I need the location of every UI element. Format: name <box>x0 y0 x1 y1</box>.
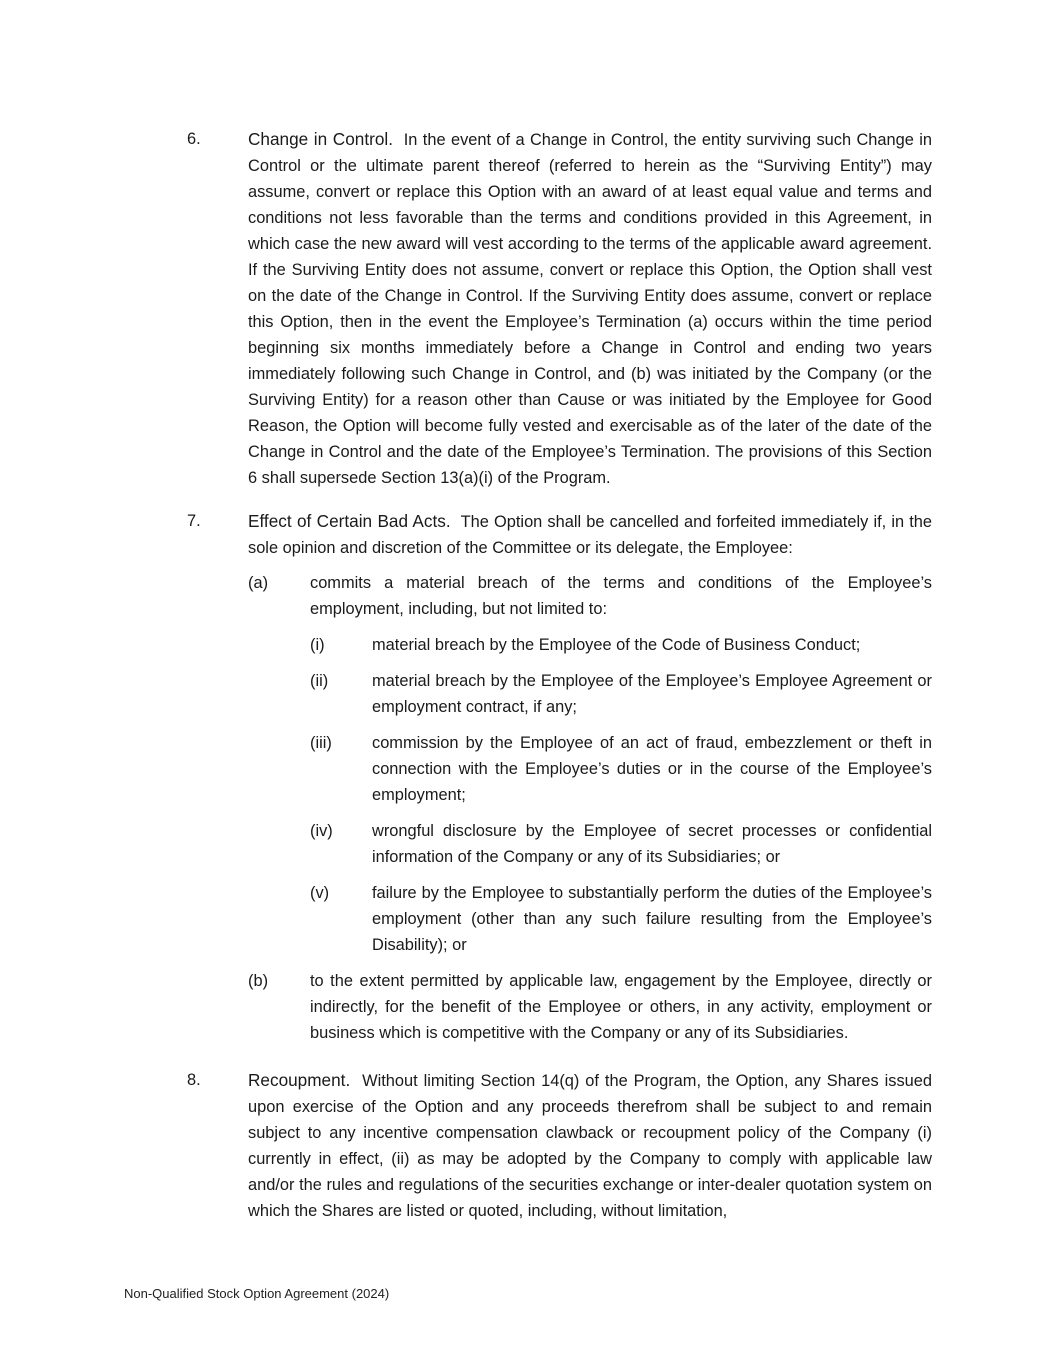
list-item-text: to the extent permitted by applicable law, engagement by the Employee, directly or indirectly, for the benefit of the Employee or others, in any activity, employment or business which is competitive with the Company or any of its Subsidiaries. <box>310 972 932 1042</box>
section-text: In the event of a Change in Control, the entity surviving such Change in Control or the ultimate parent thereof (referred to herein as the “Surviving Entity”) may assume, convert or replace this Option with an award of at least equal value and terms and conditions not less favorable than the terms and conditions provided in this Agreement, in which case the new award will vest according to the terms of the applicable award agreement. If the Surviving Entity does not assume, convert or replace this Option, the Option shall vest on the date of the Change in Control. If the Surviving Entity does assume, convert or replace this Option, then in the event the Employee’s Termination (a) occurs within the time period beginning six months immediately before a Change in Control and ending two years immediately following such Change in Control, and (b) was initiated by the Company (or the Surviving Entity) for a reason other than Cause or was initiated by the Employee for Good Reason, the Option will become fully vested and exercisable as of the later of the date of the Change in Control and the date of the Employee’s Termination. The provisions of this Section 6 shall supersede Section 13(a)(i) of the Program. <box>248 131 932 487</box>
list-subitem-iii <box>310 730 932 808</box>
section-number: 7. <box>187 512 201 530</box>
list-subitem-text: failure by the Employee to substantially perform the duties of the Employee’s employment (other than any such failure resulting from the Employee’s Disability); or <box>372 884 932 954</box>
section-heading: Effect of Certain Bad Acts. <box>248 511 451 531</box>
list-item-label: (a) <box>248 574 269 592</box>
list-item-b <box>248 968 932 1046</box>
list-subitem-label: (iii) <box>310 734 332 752</box>
list-subitem-ii <box>310 668 932 720</box>
section-6 <box>187 126 932 491</box>
list-subitem-i <box>310 632 932 658</box>
list-subitem-text: material breach by the Employee of the Employee’s Employee Agreement or employment contract, if any; <box>372 672 932 716</box>
section-number: 6. <box>187 130 201 148</box>
section-text: Without limiting Section 14(q) of the Program, the Option, any Shares issued upon exercise of the Option and any proceeds therefrom shall be subject to and remain subject to any incentive compensation clawback or recoupment policy of the Company (i) currently in effect, (ii) as may be adopted by the Company to comply with applicable law and/or the rules and regulations of the securities exchange or inter-dealer quotation system on which the Shares are listed or quoted, including, without limitation, <box>248 1072 933 1220</box>
list-subitem-text: wrongful disclosure by the Employee of secret processes or confidential information of the Company or any of its Subsidiaries; or <box>372 822 932 866</box>
list-item-label: (b) <box>248 972 269 990</box>
list-item-text: commits a material breach of the terms and conditions of the Employee’s employment, including, but not limited to: <box>310 574 932 618</box>
list-subitem-iv <box>310 818 932 870</box>
section-7 <box>187 508 932 561</box>
section-heading: Change in Control. <box>248 129 393 149</box>
list-item-a <box>248 570 932 622</box>
list-subitem-label: (ii) <box>310 672 329 690</box>
list-subitem-text: commission by the Employee of an act of fraud, embezzlement or theft in connection with the Employee’s duties or in the course of the Employee’s employment; <box>372 734 932 804</box>
list-subitem-v <box>310 880 932 958</box>
list-subitem-label: (i) <box>310 636 325 654</box>
section-8 <box>187 1067 932 1224</box>
page-footer: Non-Qualified Stock Option Agreement (2024) <box>124 1286 390 1301</box>
list-subitem-label: (v) <box>310 884 330 902</box>
section-text: The Option shall be cancelled and forfeited immediately if, in the sole opinion and discretion of the Committee or its delegate, the Employee: <box>248 513 933 557</box>
list-subitem-text: material breach by the Employee of the Code of Business Conduct; <box>372 636 861 654</box>
list-subitem-label: (iv) <box>310 822 333 840</box>
section-heading: Recoupment. <box>248 1070 351 1090</box>
section-number: 8. <box>187 1071 201 1089</box>
